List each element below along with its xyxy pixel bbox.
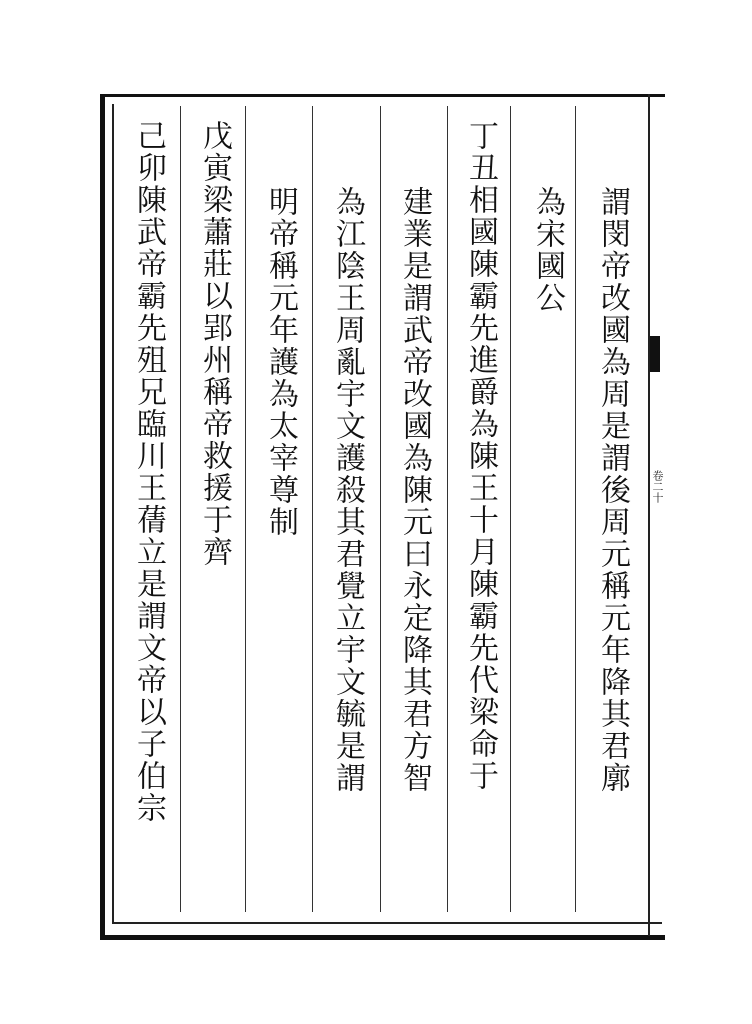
text-column-4: 建業是謂武帝改國為陳元曰永定降其君方智 [397,186,432,794]
column-divider [380,106,381,912]
fold-marker [650,336,660,372]
text-column-7: 戊寅梁蕭莊以郢州稱帝救援于齊 [197,120,232,568]
text-column-5: 為江陰王周亂宇文護殺其君覺立宇文毓是謂 [330,186,365,794]
column-divider [447,106,448,912]
column-divider [245,106,246,912]
column-divider [510,106,511,912]
text-column-3: 丁丑相國陳霸先進爵為陳王十月陳霸先代梁命于 [463,120,498,792]
text-column-2: 為宋國公 [530,186,565,314]
text-column-1: 謂閔帝改國為周是謂後周元稱元年降其君廓 [595,186,630,794]
text-column-8: 己卯陳武帝霸先殂兄臨川王蒨立是謂文帝以子伯宗 [131,120,166,824]
column-divider [312,106,313,912]
page-fold-edge [648,94,662,936]
column-divider [180,106,181,912]
text-column-6: 明帝稱元年護為太宰尊制 [263,186,298,538]
margin-label: 卷二十 [651,470,664,503]
column-divider [575,106,576,912]
